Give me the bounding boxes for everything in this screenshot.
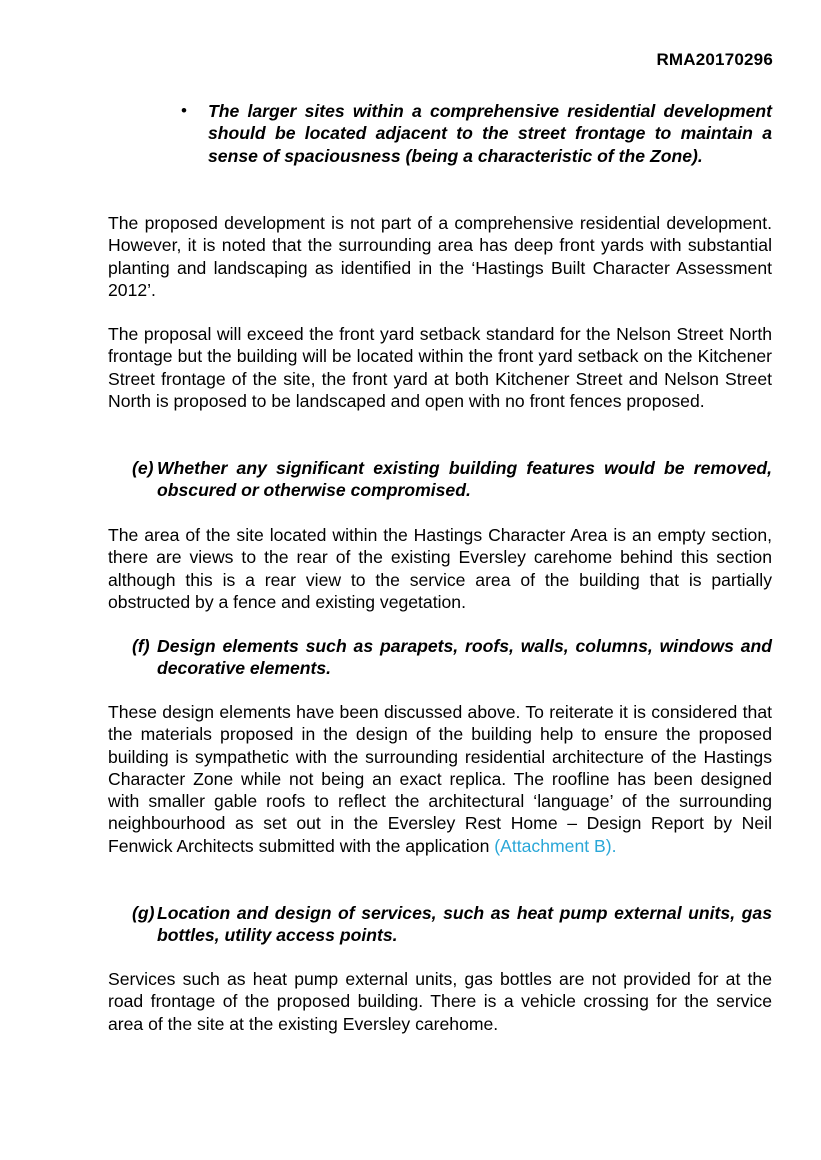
heading-f-label: (f) bbox=[132, 636, 150, 656]
paragraph-comprehensive-development: The proposed development is not part of a comprehensive residential development. However, it is noted that the surrounding area has deep front yards with substantial planting and landscaping as identified in the ‘Hastings Built Character Assessment 2012’. bbox=[108, 213, 772, 300]
paragraph-character-area: The area of the site located within the Hastings Character Area is an empty section, there are views to the rear of the existing Eversley carehome behind this section although this is a rear view to the service area of the building that is partially obstructed by a fence and existing vegetation. bbox=[108, 525, 772, 612]
heading-e-label: (e) bbox=[132, 458, 154, 478]
reference-number: RMA20170296 bbox=[656, 50, 773, 69]
heading-f-text: Design elements such as parapets, roofs, walls, columns, windows and decorative elements. bbox=[157, 636, 772, 679]
heading-g-text: Location and design of services, such as heat pump external units, gas bottles, utility access points. bbox=[157, 903, 772, 946]
heading-g-label: (g) bbox=[132, 903, 155, 923]
attachment-b-link[interactable]: (Attachment B). bbox=[494, 835, 617, 856]
paragraph-front-yard-setback: The proposal will exceed the front yard setback standard for the Nelson Street North frontage but the building will be located within the front yard setback on the Kitchener Street frontage of the site, the front yard at both Kitchener Street and Nelson Street North is proposed to be landscaped and open with no front fences proposed. bbox=[108, 324, 772, 411]
paragraph-design-elements bbox=[108, 701, 772, 857]
bullet-text: The larger sites within a comprehensive residential development should be located adjacent to the street frontage to maintain a sense of spaciousness (being a characteristic of the Zone). bbox=[208, 101, 772, 166]
design-elements-text: These design elements have been discussed above. To reiterate it is considered that the materials proposed in the design of the building help to ensure the proposed building is sympathetic with the surrounding residential architecture of the Hastings Character Zone while not being an exact replica. The roofline has been designed with smaller gable roofs to reflect the architectural ‘language’ of the surrounding neighbourhood as set out in the Eversley Rest Home – Design Report by Neil Fenwick Architects submitted with the application bbox=[108, 702, 772, 856]
heading-e-text: Whether any significant existing building features would be removed, obscured or otherwise compromised. bbox=[157, 458, 772, 501]
paragraph-services: Services such as heat pump external units, gas bottles are not provided for at the road frontage of the proposed building. There is a vehicle crossing for the service area of the site at the existing Eversley carehome. bbox=[108, 969, 772, 1034]
bullet-icon: • bbox=[181, 101, 187, 120]
